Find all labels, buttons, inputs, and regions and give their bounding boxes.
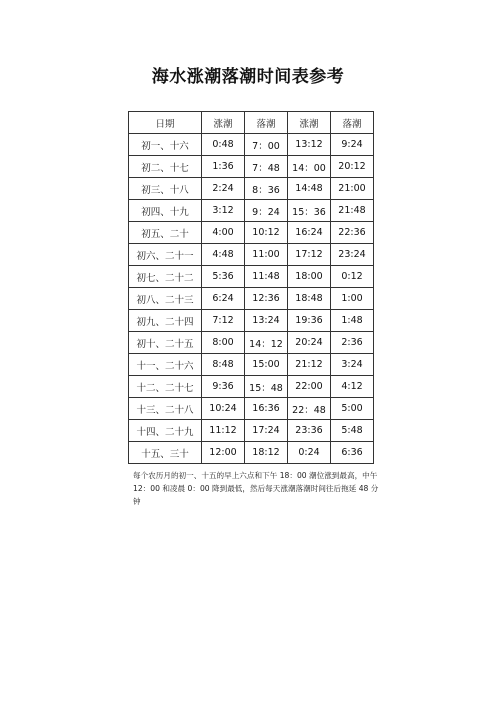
time-cell: 1:00 [331, 288, 374, 310]
time-cell: 4:00 [202, 222, 245, 244]
time-cell: 6:24 [202, 288, 245, 310]
time-cell: 21:48 [331, 200, 374, 222]
time-cell: 2:24 [202, 178, 245, 200]
time-cell: 18:12 [245, 442, 288, 464]
column-header-time: 落潮 [331, 112, 374, 134]
time-cell: 1:48 [331, 310, 374, 332]
table-row [129, 288, 374, 310]
time-cell: 0:24 [288, 442, 331, 464]
time-cell: 16:36 [245, 398, 288, 420]
date-cell: 初四、十九 [129, 200, 202, 222]
date-cell: 十四、二十九 [129, 420, 202, 442]
time-cell: 20:24 [288, 332, 331, 354]
table-row [129, 178, 374, 200]
column-header-time: 涨潮 [288, 112, 331, 134]
column-header-date: 日期 [129, 112, 202, 134]
table-row [129, 156, 374, 178]
time-cell: 13:12 [288, 134, 331, 156]
table-row [129, 266, 374, 288]
time-cell: 4:12 [331, 376, 374, 398]
table-row [129, 134, 374, 156]
table-row [129, 420, 374, 442]
table-row [129, 222, 374, 244]
table-row [129, 310, 374, 332]
date-cell: 初一、十六 [129, 134, 202, 156]
date-cell: 初八、二十三 [129, 288, 202, 310]
column-header-time: 落潮 [245, 112, 288, 134]
time-cell: 18:48 [288, 288, 331, 310]
date-cell: 十一、二十六 [129, 354, 202, 376]
time-cell: 17:12 [288, 244, 331, 266]
time-cell: 23:24 [331, 244, 374, 266]
date-cell: 初七、二十二 [129, 266, 202, 288]
table-row [129, 376, 374, 398]
time-cell: 5:00 [331, 398, 374, 420]
time-cell: 3:24 [331, 354, 374, 376]
time-cell: 11:00 [245, 244, 288, 266]
time-cell: 20:12 [331, 156, 374, 178]
date-cell: 初三、十八 [129, 178, 202, 200]
date-cell: 十三、二十八 [129, 398, 202, 420]
date-cell: 初二、十七 [129, 156, 202, 178]
time-cell: 21:00 [331, 178, 374, 200]
time-cell: 2:36 [331, 332, 374, 354]
time-cell: 21:12 [288, 354, 331, 376]
time-cell: 3:12 [202, 200, 245, 222]
time-cell: 14：00 [288, 156, 331, 178]
time-cell: 9:36 [202, 376, 245, 398]
table-row [129, 442, 374, 464]
time-cell: 12:00 [202, 442, 245, 464]
time-cell: 22:36 [331, 222, 374, 244]
table-row [129, 354, 374, 376]
time-cell: 11:12 [202, 420, 245, 442]
time-cell: 19:36 [288, 310, 331, 332]
time-cell: 7:12 [202, 310, 245, 332]
time-cell: 11:48 [245, 266, 288, 288]
time-cell: 8:48 [202, 354, 245, 376]
time-cell: 18:00 [288, 266, 331, 288]
tide-time-table [128, 111, 374, 464]
time-cell: 6:36 [331, 442, 374, 464]
date-cell: 初五、二十 [129, 222, 202, 244]
time-cell: 0:48 [202, 134, 245, 156]
table-row [129, 332, 374, 354]
time-cell: 14：12 [245, 332, 288, 354]
time-cell: 5:48 [331, 420, 374, 442]
time-cell: 22:00 [288, 376, 331, 398]
time-cell: 17:24 [245, 420, 288, 442]
time-cell: 15:00 [245, 354, 288, 376]
time-cell: 16:24 [288, 222, 331, 244]
time-cell: 1:36 [202, 156, 245, 178]
time-cell: 8：36 [245, 178, 288, 200]
time-cell: 7：48 [245, 156, 288, 178]
page-title: 海水涨潮落潮时间表参考 [151, 67, 345, 87]
time-cell: 9:24 [331, 134, 374, 156]
table-row [129, 200, 374, 222]
table-header-row [129, 112, 374, 134]
table-body [129, 134, 374, 464]
time-cell: 9：24 [245, 200, 288, 222]
time-cell: 23:36 [288, 420, 331, 442]
table-row [129, 398, 374, 420]
footnote: 每个农历月的初一、十五的早上六点和下午 18：00 潮位涨到最高，中午 12：00 和凌晨 0：00 降到最低，然后每天涨潮落潮时间往后拖延 48 分钟 [133, 471, 379, 506]
date-cell: 十五、三十 [129, 442, 202, 464]
date-cell: 十二、二十七 [129, 376, 202, 398]
date-cell: 初十、二十五 [129, 332, 202, 354]
date-cell: 初六、二十一 [129, 244, 202, 266]
column-header-time: 涨潮 [202, 112, 245, 134]
time-cell: 22：48 [288, 398, 331, 420]
time-cell: 10:24 [202, 398, 245, 420]
time-cell: 15：36 [288, 200, 331, 222]
time-cell: 14:48 [288, 178, 331, 200]
time-cell: 7：00 [245, 134, 288, 156]
time-cell: 8:00 [202, 332, 245, 354]
time-cell: 10:12 [245, 222, 288, 244]
table-row [129, 244, 374, 266]
time-cell: 5:36 [202, 266, 245, 288]
date-cell: 初九、二十四 [129, 310, 202, 332]
time-cell: 13:24 [245, 310, 288, 332]
time-cell: 15：48 [245, 376, 288, 398]
time-cell: 12:36 [245, 288, 288, 310]
time-cell: 0:12 [331, 266, 374, 288]
time-cell: 4:48 [202, 244, 245, 266]
